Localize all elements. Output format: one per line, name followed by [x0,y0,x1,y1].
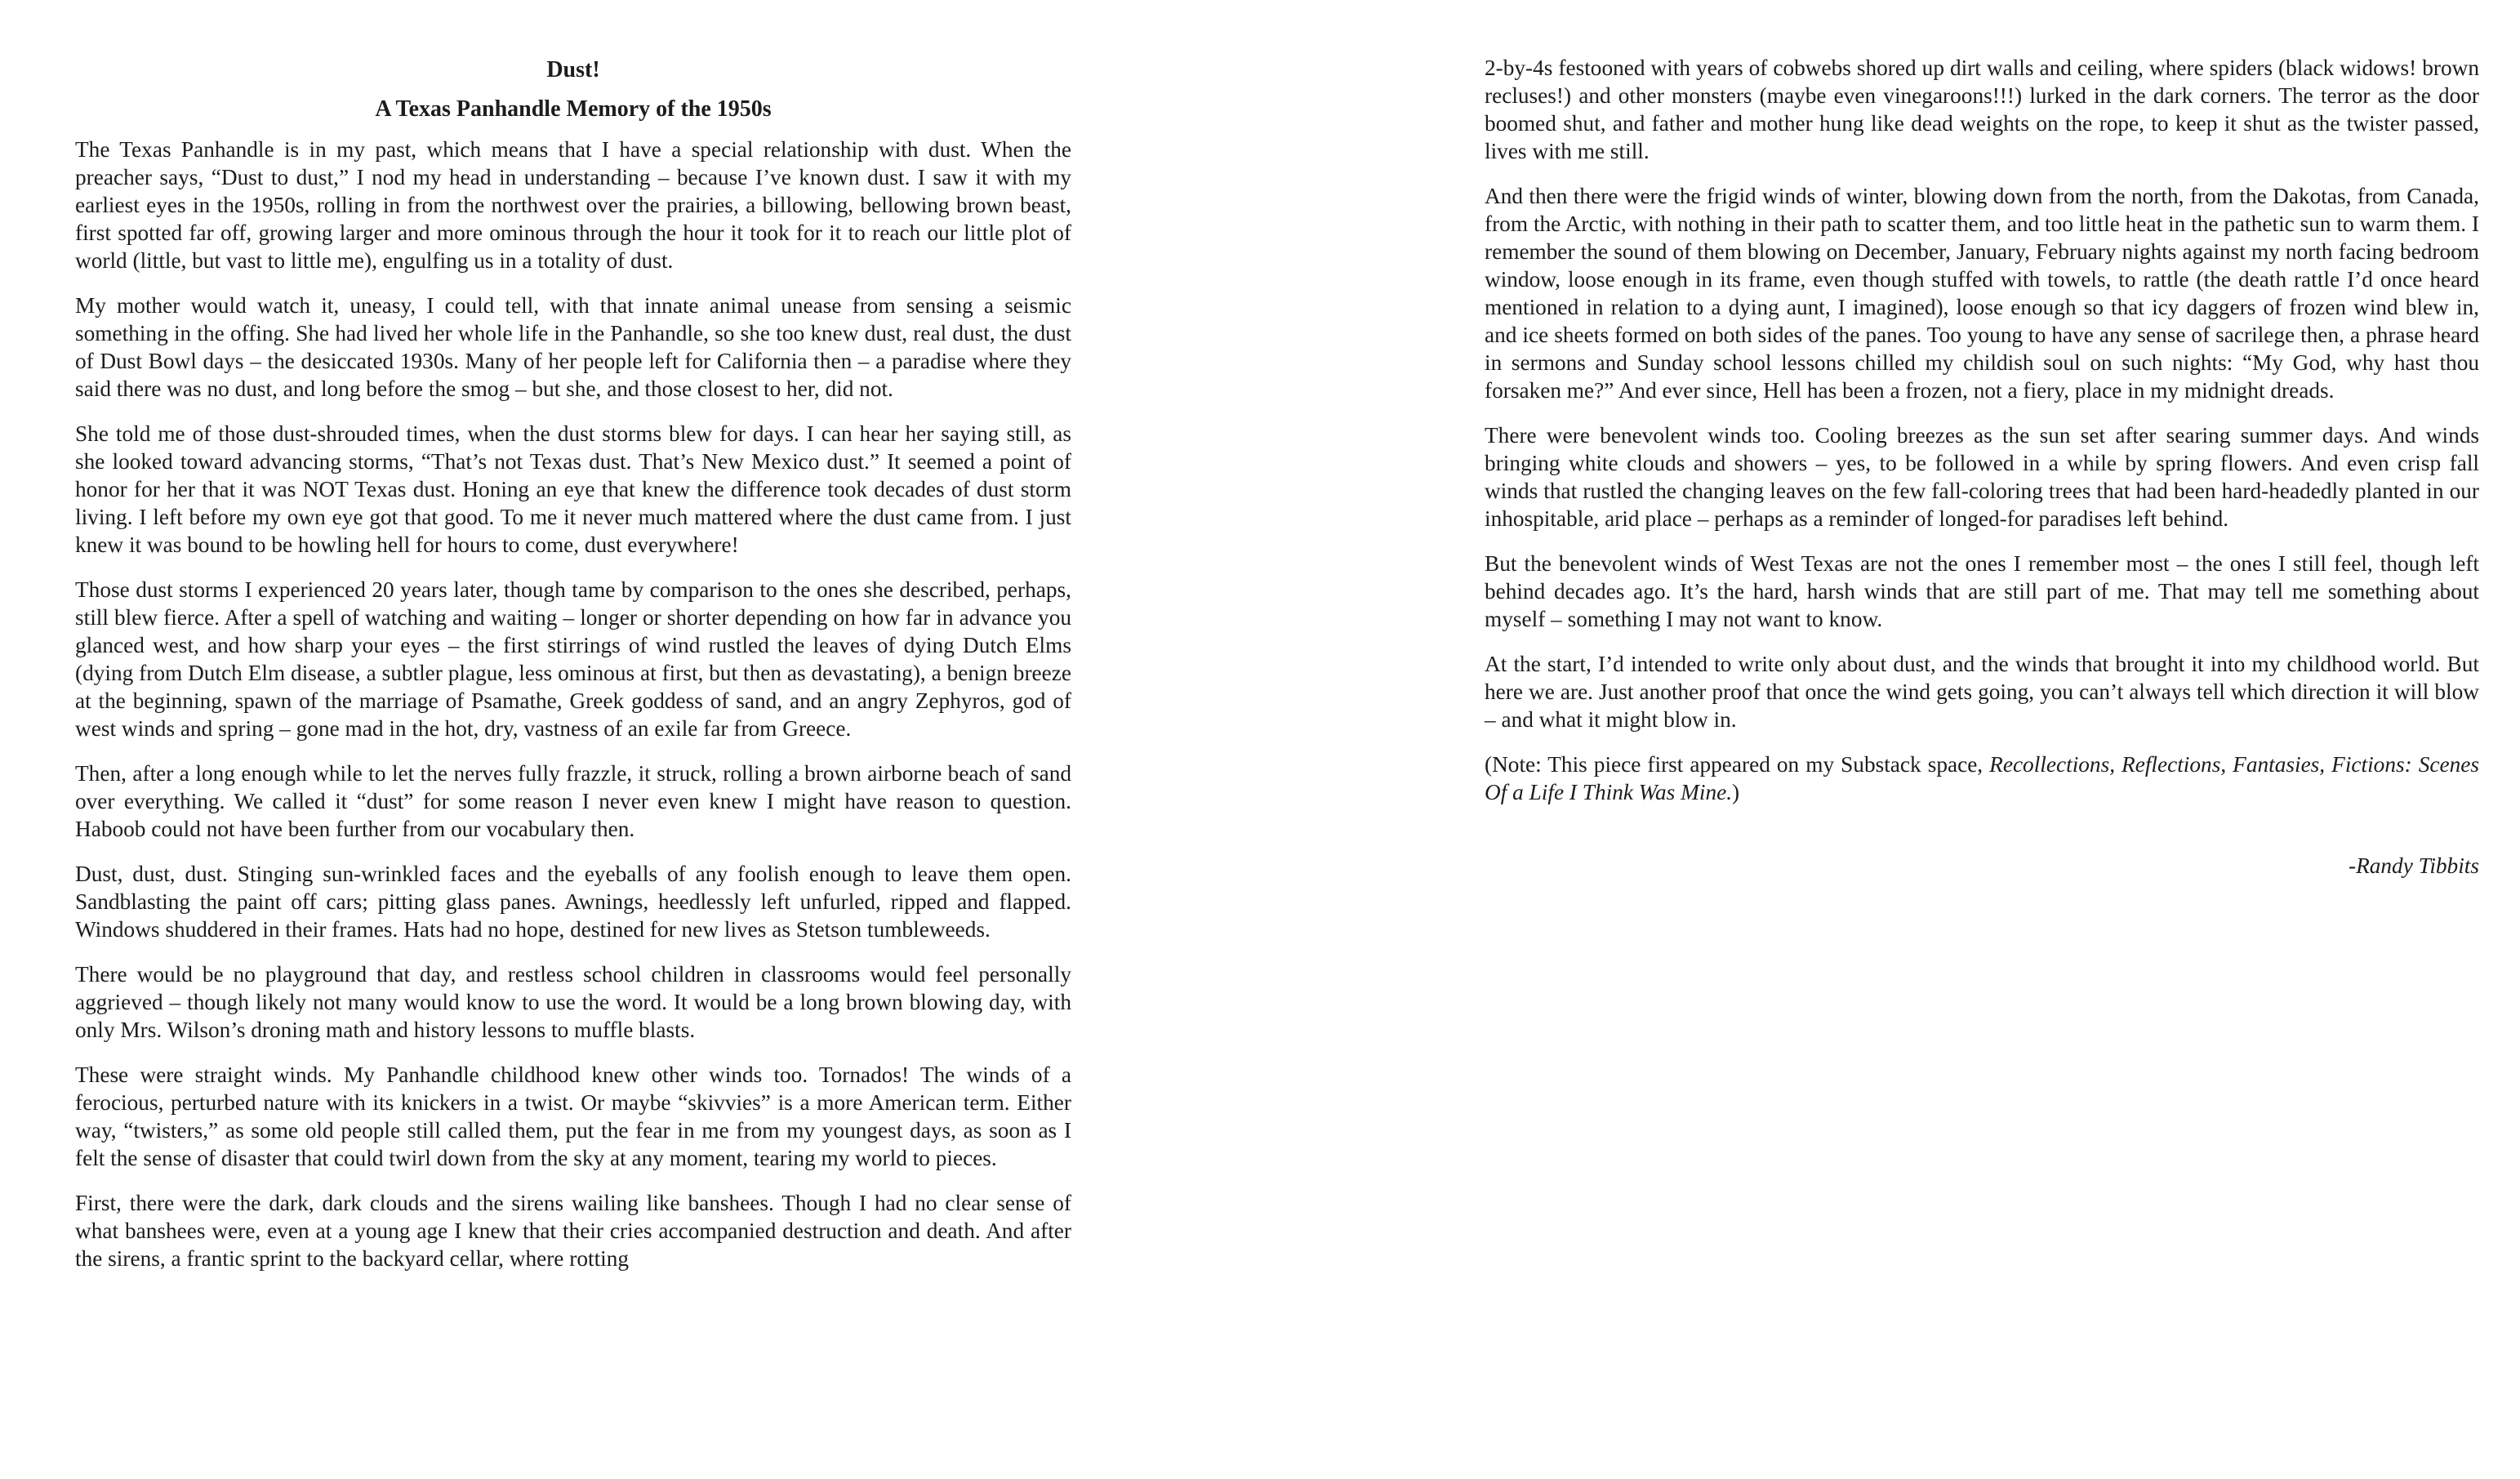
document-title: Dust! [546,57,600,82]
author-signature: -Randy Tibbits [2349,853,2479,878]
paragraph: 2-by-4s festooned with years of cobwebs shored up dirt walls and ceiling, where spiders (black widows! brown recluses!) and other monsters (maybe even vinegaroons!!!) lurked in the dark corners. The terror as the door boomed shut, and father and mother hung like dead weights on the rope, to keep it shut as the twister passed, lives with me still. [1485,56,2479,163]
paragraph: The Texas Panhandle is in my past, which means that I have a special relationship with dust. When the preacher says, “Dust to dust,” I nod my head in understanding – because I’ve known dust. I saw it with my earliest eyes in the 1950s, rolling in from the northwest over the prairies, a billowing, bellowing brown beast, first spotted far off, growing larger and more ominous through the hour it took for it to reach our little plot of world (little, but vast to little me), engulfing us in a totality of dust. [75,137,1071,273]
note-prefix: (Note: This piece first appeared on my Substack space, [1485,752,1990,777]
right-column [1485,54,2479,880]
publication-note [1485,751,2479,806]
note-suffix: ) [1732,780,1740,804]
paragraph: There were benevolent winds too. Cooling breezes as the sun set after searing summer days. And winds bringing white clouds and showers – yes, to be followed in a while by spring flowers. And even crisp fall winds that rustled the changing leaves on the few fall-coloring trees that had been hard-headedly planted in our inhospitable, arid place – perhaps as a reminder of longed-for paradises left behind. [1485,423,2479,531]
paragraph: At the start, I’d intended to write only about dust, and the winds that brought it into my childhood world. But here we are. Just another proof that once the wind gets going, you can’t always tell which direction it will blow – and what it might blow in. [1485,652,2479,732]
paragraph: Those dust storms I experienced 20 years later, though tame by comparison to the ones she described, perhaps, still blew fierce. After a spell of watching and waiting – longer or shorter depending on how far in advance you glanced west, and how sharp your eyes – the first stirrings of wind rustled the leaves of dying Dutch Elms (dying from Dutch Elm disease, a subtler plague, less ominous at first, but then as devastating), a benign breeze at the beginning, spawn of the marriage of Psamathe, Greek goddess of sand, and an angry Zephyros, god of west winds and spring – gone mad in the hot, dry, vastness of an exile far from Greece. [75,577,1071,741]
paragraph: She told me of those dust-shrouded times, when the dust storms blew for days. I can hear her saying still, as she looked toward advancing storms, “That’s not Texas dust. That’s New Mexico dust.” It seemed a point of honor for her that it was NOT Texas dust. Honing an eye that knew the difference took decades of dust storm living. I left before my own eye got that good. To me it never much mattered where the dust came from. I just knew it was bound to be howling hell for hours to come, dust everywhere! [75,421,1071,557]
paragraph: First, there were the dark, dark clouds and the sirens wailing like banshees. Though I had no clear sense of what banshees were, even at a young age I knew that their cries accompanied destruction and death. And after the sirens, a frantic sprint to the backyard cellar, where rotting [75,1191,1071,1271]
document-subtitle: A Texas Panhandle Memory of the 1950s [375,96,772,122]
paragraph: And then there were the frigid winds of winter, blowing down from the north, from the Dakotas, from Canada, from the Arctic, with nothing in their path to scatter them, and too little heat in the pathetic sun to warm them. I remember the sound of them blowing on December, January, February nights against my north facing bedroom window, loose enough in its frame, even though stuffed with towels, to rattle (the death rattle I’d once heard mentioned in relation to a dying aunt, I imagined), loose enough so that icy daggers of frozen wind blew in, and ice sheets formed on both sides of the panes. Too young to have any sense of sacrilege then, a phrase heard in sermons and Sunday school lessons chilled my childish soul on such nights: “My God, why hast thou forsaken me?” And ever since, Hell has been a frozen, not a fiery, place in my midnight dreads. [1485,184,2479,403]
paragraph: My mother would watch it, uneasy, I could tell, with that innate animal unease from sensing a seismic something in the offing. She had lived her whole life in the Panhandle, so she too knew dust, real dust, the dust of Dust Bowl days – the desiccated 1930s. Many of her people left for California then – a paradise where they said there was no dust, and long before the smog – but she, and those closest to her, did not. [75,293,1071,401]
paragraph: There would be no playground that day, and restless school children in classrooms would feel personally aggrieved – though likely not many would know to use the word. It would be a long brown blowing day, with only Mrs. Wilson’s droning math and history lessons to muffle blasts. [75,962,1071,1042]
paragraph: Then, after a long enough while to let the nerves fully frazzle, it struck, rolling a brown airborne beach of sand over everything. We called it “dust” for some reason I never even knew I might have reason to question. Haboob could not have been further from our vocabulary then. [75,761,1071,841]
right-page [1260,0,2520,1479]
paragraph: Dust, dust, dust. Stinging sun-wrinkled faces and the eyeballs of any foolish enough to leave them open. Sandblasting the paint off cars; pitting glass panes. Awnings, heedlessly left unfurled, ripped and flapped. Windows shuddered in their frames. Hats had no hope, destined for new lives as Stetson tumbleweeds. [75,862,1071,942]
note-publication-title: Recollections, Reflections, Fantasies, Fictions: Scenes Of a Life I Think Was Mine. [1485,752,2479,804]
paragraph: But the benevolent winds of West Texas are not the ones I remember most – the ones I still feel, though left behind decades ago. It’s the hard, harsh winds that are still part of me. That may tell me something about myself – something I may not want to know. [1485,551,2479,631]
left-column [75,54,1071,1272]
paragraph: These were straight winds. My Panhandle childhood knew other winds too. Tornados! The winds of a ferocious, perturbed nature with its knickers in a twist. Or maybe “skivvies” is a more American term. Either way, “twisters,” as some old people still called them, put the fear in me from my youngest days, as soon as I felt the sense of disaster that could twirl down from the sky at any moment, tearing my world to pieces. [75,1062,1071,1170]
